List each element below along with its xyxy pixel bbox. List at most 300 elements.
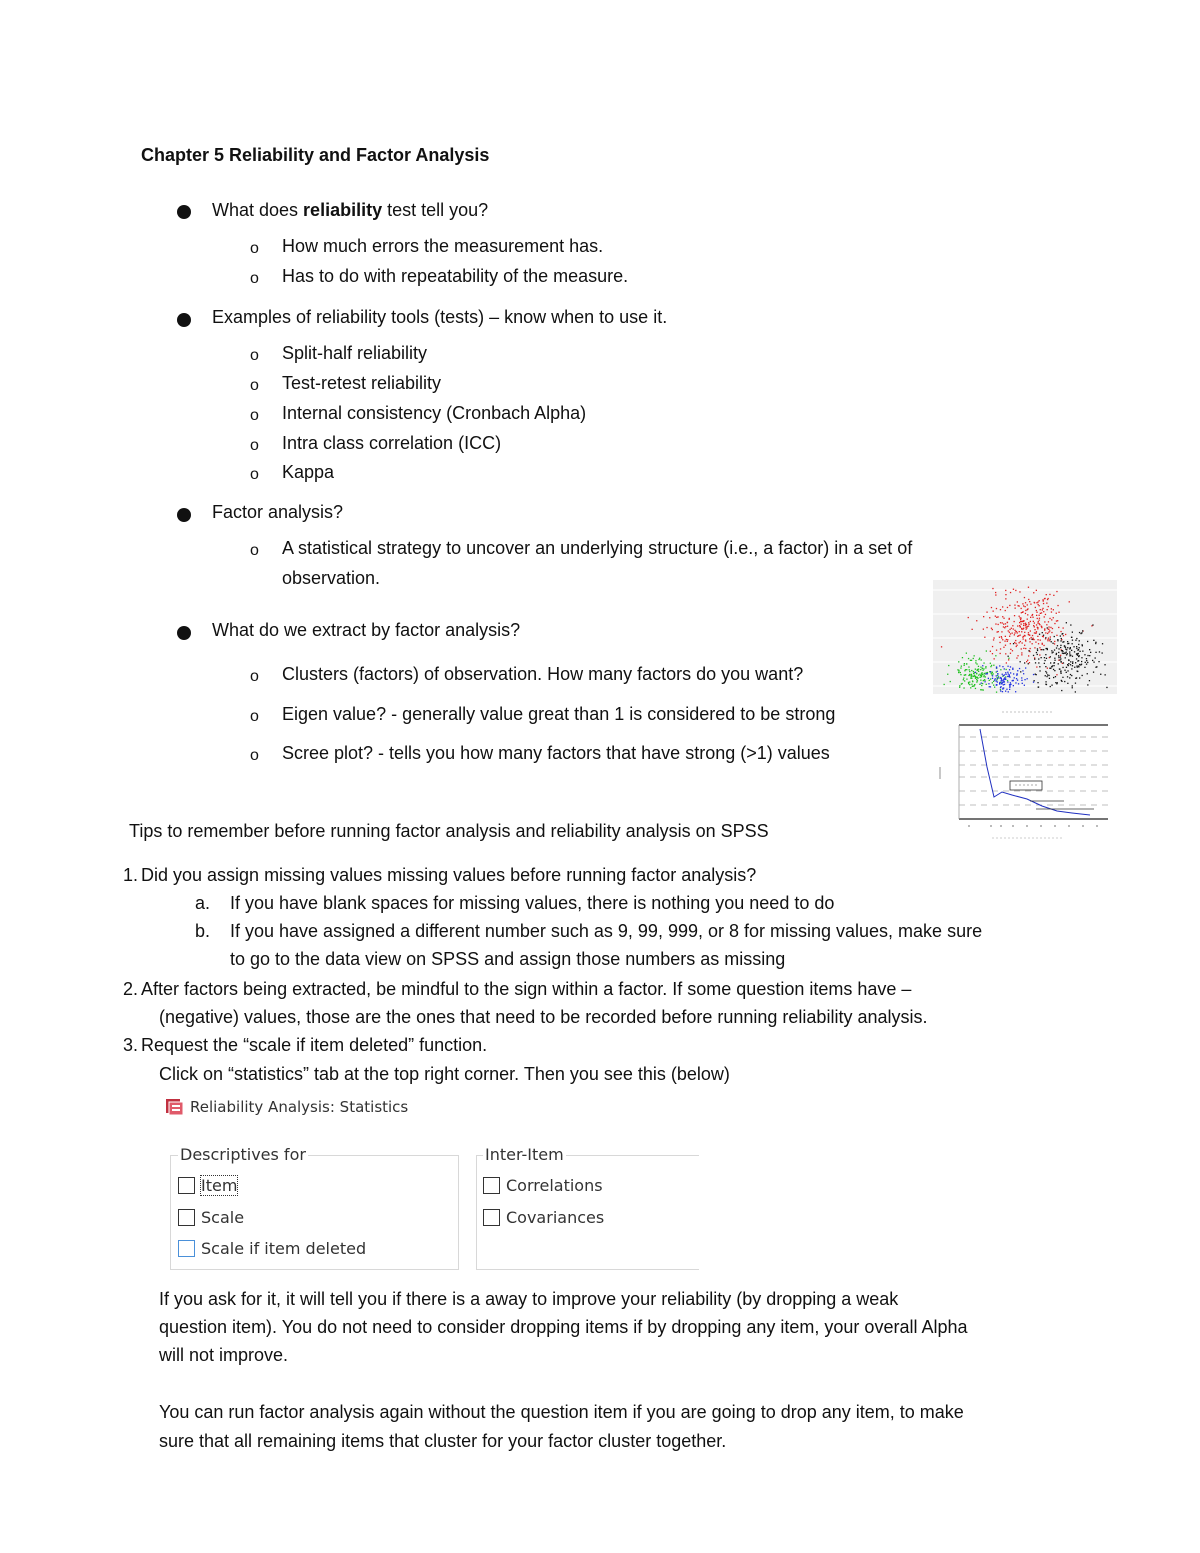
scatter-point [1012,633,1013,634]
scatter-point [968,675,969,676]
covariances-checkbox-row[interactable] [483,1208,604,1227]
scatter-point [1028,663,1029,664]
scatter-point [1077,671,1078,672]
scatter-point [1039,605,1040,606]
scatter-point [1060,645,1061,646]
scale-if-item-deleted-checkbox[interactable] [178,1240,195,1257]
scatter-point [1027,614,1028,615]
scatter-point [1006,639,1007,640]
scatter-point [1033,682,1034,683]
scatter-point [1025,606,1026,607]
scatter-point [1050,662,1051,663]
scatter-point [1076,653,1077,654]
scatter-point [971,670,972,671]
correlations-checkbox-row[interactable] [483,1176,603,1195]
scatter-point [1072,640,1073,641]
tip-number: 1. [123,865,139,885]
scatter-point [1002,674,1003,675]
scatter-point [1000,686,1001,687]
scatter-point [1020,661,1021,662]
tip-number: 2. [123,979,139,999]
scatter-point [1034,659,1035,660]
scatter-point [1061,638,1062,639]
scatter-point [1005,590,1006,591]
scatter-point [968,682,969,683]
scatter-point [1044,657,1045,658]
scatter-point [998,676,999,677]
scatter-point [995,655,996,656]
scatter-point [1034,602,1035,603]
scatter-point [965,674,966,675]
scatter-point [1021,654,1022,655]
tip-letter: b. [195,921,211,941]
scatter-point [991,628,992,629]
scatter-point [1095,657,1096,658]
scatter-point [971,660,972,661]
scatter-point [1039,615,1040,616]
scatter-point [1044,621,1045,622]
scatter-point [1002,691,1003,692]
scatter-point [1051,641,1052,642]
scatter-point [1032,635,1033,636]
scatter-point [1054,636,1055,637]
scatter-point [1071,668,1072,669]
scatter-point [1037,654,1038,655]
scatter-point [1017,655,1018,656]
tip-text-continued: to go to the data view on SPSS and assign those numbers as missing [230,949,786,969]
paragraph-line: You can run factor analysis again without the question item if you are going to drop any item, to make [159,1402,964,1422]
sub-bullet-icon: o [250,407,259,424]
scatter-point [1025,639,1026,640]
scatter-point [1019,631,1020,632]
scatter-point [1048,675,1049,676]
sub-bullet-text: Has to do with repeatability of the measure. [282,266,629,286]
scatter-point [1025,648,1026,649]
scatter-point [1045,681,1046,682]
scatter-point [1082,644,1083,645]
scatter-point [1000,677,1001,678]
scatter-point [1025,602,1026,603]
scatter-point [1030,648,1031,649]
scatter-point [1051,685,1052,686]
scatter-point [976,620,977,621]
scale-checkbox-label[interactable]: Scale [201,1208,245,1227]
scatter-point [1012,668,1013,669]
scatter-point [1066,622,1067,623]
scatter-point [1065,657,1066,658]
scatter-point [991,665,992,666]
scatter-point [1001,637,1002,638]
scatter-point [989,686,990,687]
scatter-point [1039,670,1040,671]
scatter-point [993,637,994,638]
scatter-point [971,675,972,676]
scatter-point [1020,619,1021,620]
scatter-point [963,687,964,688]
scatter-point [1084,667,1085,668]
scatter-point [1087,655,1088,656]
scatter-point [1008,676,1009,677]
scale-if-item-deleted-checkbox-label[interactable]: Scale if item deleted [201,1239,367,1258]
scatter-point [1004,681,1005,682]
scatter-point [1037,636,1038,637]
scatter-point [947,674,948,675]
scatter-point [944,684,945,685]
scatter-point [1049,630,1050,631]
paragraph-line: sure that all remaining items that cluster for your factor cluster together. [159,1431,727,1451]
scatter-point [1005,610,1006,611]
scatter-point [1038,621,1039,622]
scatter-point [1024,662,1025,663]
scatter-point [1009,619,1010,620]
scatter-point [1073,646,1074,647]
scatter-point [1075,640,1076,641]
scatter-point [1042,632,1043,633]
scatter-point [1029,638,1030,639]
scatter-point [1060,635,1061,636]
scatter-point [1036,610,1037,611]
scatter-point [960,672,961,673]
scatter-point [973,676,974,677]
scatter-point [983,676,984,677]
scatter-point [1053,665,1054,666]
scatter-point [1040,613,1041,614]
scatter-point [1067,653,1068,654]
scatter-point [1037,627,1038,628]
scatter-point [966,653,967,654]
scatter-point [1078,644,1079,645]
scatter-point [984,680,985,681]
scatter-point [1002,688,1003,689]
scatter-point [979,684,980,685]
scatter-point [997,681,998,682]
scatter-point [1028,624,1029,625]
scatter-point [1023,605,1024,606]
scatter-point [1085,662,1086,663]
descriptives-group-label: Descriptives for [180,1145,306,1164]
scatter-point [1009,632,1010,633]
scatter-point [1057,640,1058,641]
scatter-point [1005,645,1006,646]
scatter-point [968,617,969,618]
scatter-point [1013,643,1014,644]
scatter-point [981,689,982,690]
scatter-point [969,684,970,685]
scatter-point [941,646,942,647]
scatter-point [1031,639,1032,640]
scatter-point [1023,638,1024,639]
scatter-point [1066,649,1067,650]
scatter-point [1010,672,1011,673]
scatter-point [1030,617,1031,618]
scatter-point [999,682,1000,683]
scatter-point [976,663,977,664]
bullet-text: What do we extract by factor analysis? [212,620,521,640]
scatter-point [1033,592,1034,593]
scatter-point [1072,663,1073,664]
tip-text: Request the “scale if item deleted” function. [141,1035,488,1055]
scatter-point [1000,622,1001,623]
tip-text-continued: (negative) values, those are the ones that need to be recorded before running reliability analysis. [159,1007,928,1027]
scatter-point [1040,609,1041,610]
scatter-point [1004,674,1005,675]
scatter-point [983,680,984,681]
scatter-point [981,659,982,660]
scatter-point [1043,649,1044,650]
scatter-point [1099,651,1100,652]
scatter-point [1017,680,1018,681]
scatter-point [973,671,974,672]
tip-number: 3. [123,1035,139,1055]
scatter-point [1037,618,1038,619]
scatter-point [1056,647,1057,648]
scatter-point [1069,601,1070,602]
scatter-point [976,677,977,678]
scatter-point [1032,617,1033,618]
scatter-point [1102,652,1103,653]
scatter-point [1008,691,1009,692]
scatter-point [1057,605,1058,606]
page-title: Chapter 5 Reliability and Factor Analysis [141,145,490,165]
scatter-point [990,663,991,664]
scatter-point [975,688,976,689]
scatter-point [1079,677,1080,678]
scale-if-item-deleted-checkbox-row[interactable] [178,1239,366,1258]
scatter-point [962,683,963,684]
sub-bullet-text: Scree plot? - tells you how many factors that have strong (>1) values [282,743,830,763]
scatter-point [1036,652,1037,653]
scatter-point [1076,646,1077,647]
scatter-point [1001,683,1002,684]
scatter-point [1047,668,1048,669]
sub-bullet-text: Kappa [282,462,335,482]
scatter-point [1014,632,1015,633]
scatter-point [1051,619,1052,620]
scatter-point [1043,636,1044,637]
scatter-point [1080,633,1081,634]
scatter-point [1046,603,1047,604]
scatter-point [999,637,1000,638]
bullet-text: What does reliability test tell you? [212,200,489,220]
scatter-point [1061,690,1062,691]
scatter-point [992,629,993,630]
scatter-point [1017,625,1018,626]
scatter-point [1033,621,1034,622]
scatter-point [1002,616,1003,617]
scatter-point [1090,652,1091,653]
scatter-point [1076,638,1077,639]
scatter-point [999,642,1000,643]
covariances-checkbox[interactable] [483,1209,500,1226]
scatter-point [1038,658,1039,659]
scatter-point [976,673,977,674]
item-checkbox-label[interactable]: Item [201,1176,238,1195]
scatter-point [1055,676,1056,677]
scatter-point [1002,639,1003,640]
scatter-point [961,666,962,667]
scatter-point [1031,637,1032,638]
scatter-point [1062,650,1063,651]
item-checkbox[interactable] [178,1177,195,1194]
scatter-point [1081,657,1082,658]
scatter-point [1044,660,1045,661]
item-checkbox-row[interactable] [178,1176,237,1195]
scatter-point [984,673,985,674]
scatter-point [1057,682,1058,683]
scatter-point [1010,649,1011,650]
scatter-point [1007,666,1008,667]
scatter-point [960,667,961,668]
scale-checkbox-row[interactable] [178,1208,244,1227]
scatter-point [1013,673,1014,674]
scatter-point [1049,678,1050,679]
scatter-point [1105,674,1106,675]
scatter-point [1078,653,1079,654]
scatter-point [1054,643,1055,644]
scatter-point [990,678,991,679]
scatter-point [1033,655,1034,656]
scatter-point [1059,668,1060,669]
scatter-point [996,667,997,668]
scatter-point [1019,625,1020,626]
scatter-point [1028,599,1029,600]
scatter-point [1022,603,1023,604]
scatter-point [1037,650,1038,651]
scatter-point [1048,632,1049,633]
scatter-point [1009,687,1010,688]
scatter-point [991,607,992,608]
scatter-point [1007,626,1008,627]
scatter-point [1043,635,1044,636]
scatter-point [1028,622,1029,623]
scatter-point [1089,649,1090,650]
scatter-point [1019,642,1020,643]
scatter-point [1002,622,1003,623]
scatter-point [1003,618,1004,619]
scatter-point [997,616,998,617]
scatter-point [1026,661,1027,662]
scatter-point [1002,666,1003,667]
sub-bullet-icon: o [250,270,259,287]
scatter-point [1045,632,1046,633]
scatter-point [1082,651,1083,652]
scatter-point [1051,632,1052,633]
scatter-point [996,650,997,651]
sub-bullet-text: Split-half reliability [282,343,428,363]
scatter-point [1015,590,1016,591]
scatter-point [1051,666,1052,667]
scatter-point [1005,598,1006,599]
scatter-point [1079,655,1080,656]
scatter-point [996,675,997,676]
scatter-point [1037,623,1038,624]
scatter-point [1041,626,1042,627]
scatter-point [1007,607,1008,608]
scatter-point [1033,674,1034,675]
scatter-point [1020,671,1021,672]
scatter-point [1046,676,1047,677]
scale-checkbox[interactable] [178,1209,195,1226]
scatter-point [1045,654,1046,655]
scatter-point [992,675,993,676]
scatter-point [987,673,988,674]
scatter-point [1080,664,1081,665]
scatter-point [1010,682,1011,683]
scatter-point [999,683,1000,684]
scatter-point [1009,674,1010,675]
scatter-point [1000,653,1001,654]
scatter-point [1069,677,1070,678]
scatter-point [1034,657,1035,658]
scatter-point [1005,672,1006,673]
scatter-point [1000,689,1001,690]
scatter-point [1004,679,1005,680]
scatter-point [1049,668,1050,669]
scatter-point [1070,661,1071,662]
scatter-point [1068,660,1069,661]
tip-text: If you have assigned a different number such as 9, 99, 999, or 8 for missing values, make sure [230,921,983,941]
scatter-point [1010,684,1011,685]
scatter-point [1061,680,1062,681]
scatter-point [1050,686,1051,687]
scatter-point [1052,643,1053,644]
scatter-point [1006,662,1007,663]
scatter-point [1092,660,1093,661]
scatter-point [1052,652,1053,653]
scatter-point [997,678,998,679]
scatter-point [992,646,993,647]
scatter-point [1059,659,1060,660]
scatter-point [1040,640,1041,641]
scatter-point [1057,620,1058,621]
scatter-point [976,679,977,680]
sub-bullet-icon: o [250,466,259,483]
scatter-point [963,678,964,679]
scatter-point [1039,624,1040,625]
scatter-point [1003,647,1004,648]
scatter-point [1069,653,1070,654]
scatter-point [1050,627,1051,628]
scatter-point [1035,674,1036,675]
scatter-point [959,687,960,688]
scatter-point [1022,683,1023,684]
scatter-point [1078,660,1079,661]
scatter-point [1045,614,1046,615]
scatter-point [1028,632,1029,633]
covariances-checkbox-label[interactable]: Covariances [506,1208,605,1227]
scatter-point [1043,603,1044,604]
scatter-point [1013,628,1014,629]
correlations-checkbox-label[interactable]: Correlations [506,1176,603,1195]
scatter-point [1004,641,1005,642]
scatter-point [984,637,985,638]
scatter-point [1056,653,1057,654]
sub-bullet-icon: o [250,668,259,685]
scatter-point [975,678,976,679]
dialog-title: Reliability Analysis: Statistics [190,1098,409,1116]
scatter-point [1071,650,1072,651]
sub-bullet-icon: o [250,437,259,454]
scatter-point [1035,607,1036,608]
scatter-point [1034,626,1035,627]
scatter-point [1058,663,1059,664]
scatter-point [1041,657,1042,658]
correlations-checkbox[interactable] [483,1177,500,1194]
scatter-point [1041,649,1042,650]
scatter-point [980,689,981,690]
scatter-point [980,677,981,678]
scatter-point [1070,655,1071,656]
